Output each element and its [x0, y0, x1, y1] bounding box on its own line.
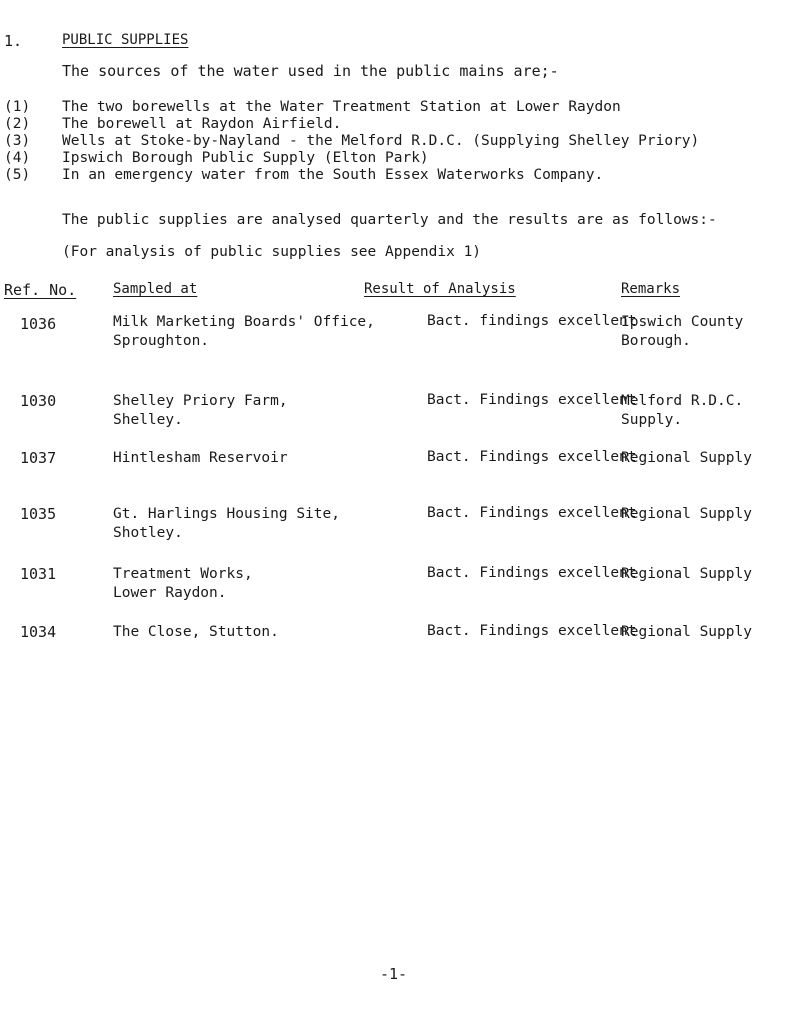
remarks — [621, 313, 743, 351]
sampled-site — [113, 505, 340, 543]
sampled-site — [113, 623, 279, 642]
source-number: (5) — [4, 167, 31, 183]
sources-list — [4, 99, 784, 199]
remark-line: Melford R.D.C. — [621, 393, 744, 409]
sampled-site — [113, 565, 253, 603]
remarks — [621, 565, 752, 584]
table-row — [0, 623, 800, 647]
header-result: Result of Analysis — [364, 281, 516, 297]
header-ref-no: Ref. No. — [4, 281, 77, 299]
site-line: Shotley. — [113, 525, 183, 541]
ref-number: 1037 — [20, 449, 57, 467]
remarks — [621, 449, 752, 468]
ref-number: 1034 — [20, 623, 57, 641]
analysis-result: Bact. Findings excellent — [427, 505, 637, 521]
site-line: Milk Marketing Boards' Office, — [113, 314, 375, 330]
ref-number: 1030 — [20, 392, 57, 410]
remark-line: Regional Supply — [621, 450, 752, 466]
analysis-note: The public supplies are analysed quarterly and the results are as follows:- — [62, 212, 717, 228]
ref-number: 1035 — [20, 505, 57, 523]
site-line: Shelley Priory Farm, — [113, 393, 288, 409]
site-line: Shelley. — [113, 412, 183, 428]
remark-line: Regional Supply — [621, 624, 752, 640]
source-text: In an emergency water from the South Essex Waterworks Company. — [62, 167, 604, 183]
source-number: (4) — [4, 150, 31, 166]
appendix-note: (For analysis of public supplies see Appendix 1) — [62, 244, 482, 260]
header-remarks: Remarks — [621, 281, 681, 297]
section-number: 1. — [4, 32, 23, 50]
header-sampled-at: Sampled at — [113, 281, 198, 297]
remark-line: Supply. — [621, 412, 683, 428]
sampled-site — [113, 313, 375, 351]
ref-number: 1031 — [20, 565, 57, 583]
intro-text: The sources of the water used in the public mains are;- — [62, 62, 559, 80]
site-line: Lower Raydon. — [113, 585, 227, 601]
source-text: The borewell at Raydon Airfield. — [62, 116, 342, 132]
site-line: Gt. Harlings Housing Site, — [113, 506, 340, 522]
source-text: Wells at Stoke-by-Nayland - the Melford R.D.C. (Supplying Shelley Priory) — [62, 133, 700, 149]
section-title: PUBLIC SUPPLIES — [62, 32, 189, 48]
table-row — [0, 505, 800, 549]
table-row — [0, 449, 800, 473]
site-line: The Close, Stutton. — [113, 624, 279, 640]
source-text: The two borewells at the Water Treatment Station at Lower Raydon — [62, 99, 621, 115]
table-row — [0, 392, 800, 436]
table-row — [0, 313, 800, 357]
source-number: (2) — [4, 116, 31, 132]
site-line: Hintlesham Reservoir — [113, 450, 288, 466]
remark-line: Regional Supply — [621, 566, 752, 582]
remark-line: Regional Supply — [621, 506, 752, 522]
sampled-site — [113, 449, 288, 468]
remark-line: Ipswich County — [621, 314, 744, 330]
source-number: (1) — [4, 99, 31, 115]
page-number: -1- — [380, 965, 408, 983]
ref-number: 1036 — [20, 315, 57, 333]
analysis-result: Bact. Findings excellent — [427, 449, 637, 465]
analysis-result: Bact. Findings excellent — [427, 392, 637, 408]
source-number: (3) — [4, 133, 31, 149]
remarks — [621, 623, 752, 642]
analysis-result: Bact. findings excellent — [427, 313, 637, 329]
site-line: Sproughton. — [113, 333, 210, 349]
remark-line: Borough. — [621, 333, 691, 349]
analysis-result: Bact. Findings excellent — [427, 565, 637, 581]
remarks — [621, 392, 743, 430]
site-line: Treatment Works, — [113, 566, 253, 582]
source-text: Ipswich Borough Public Supply (Elton Park) — [62, 150, 429, 166]
table-row — [0, 565, 800, 609]
analysis-result: Bact. Findings excellent — [427, 623, 637, 639]
remarks — [621, 505, 752, 524]
sampled-site — [113, 392, 288, 430]
